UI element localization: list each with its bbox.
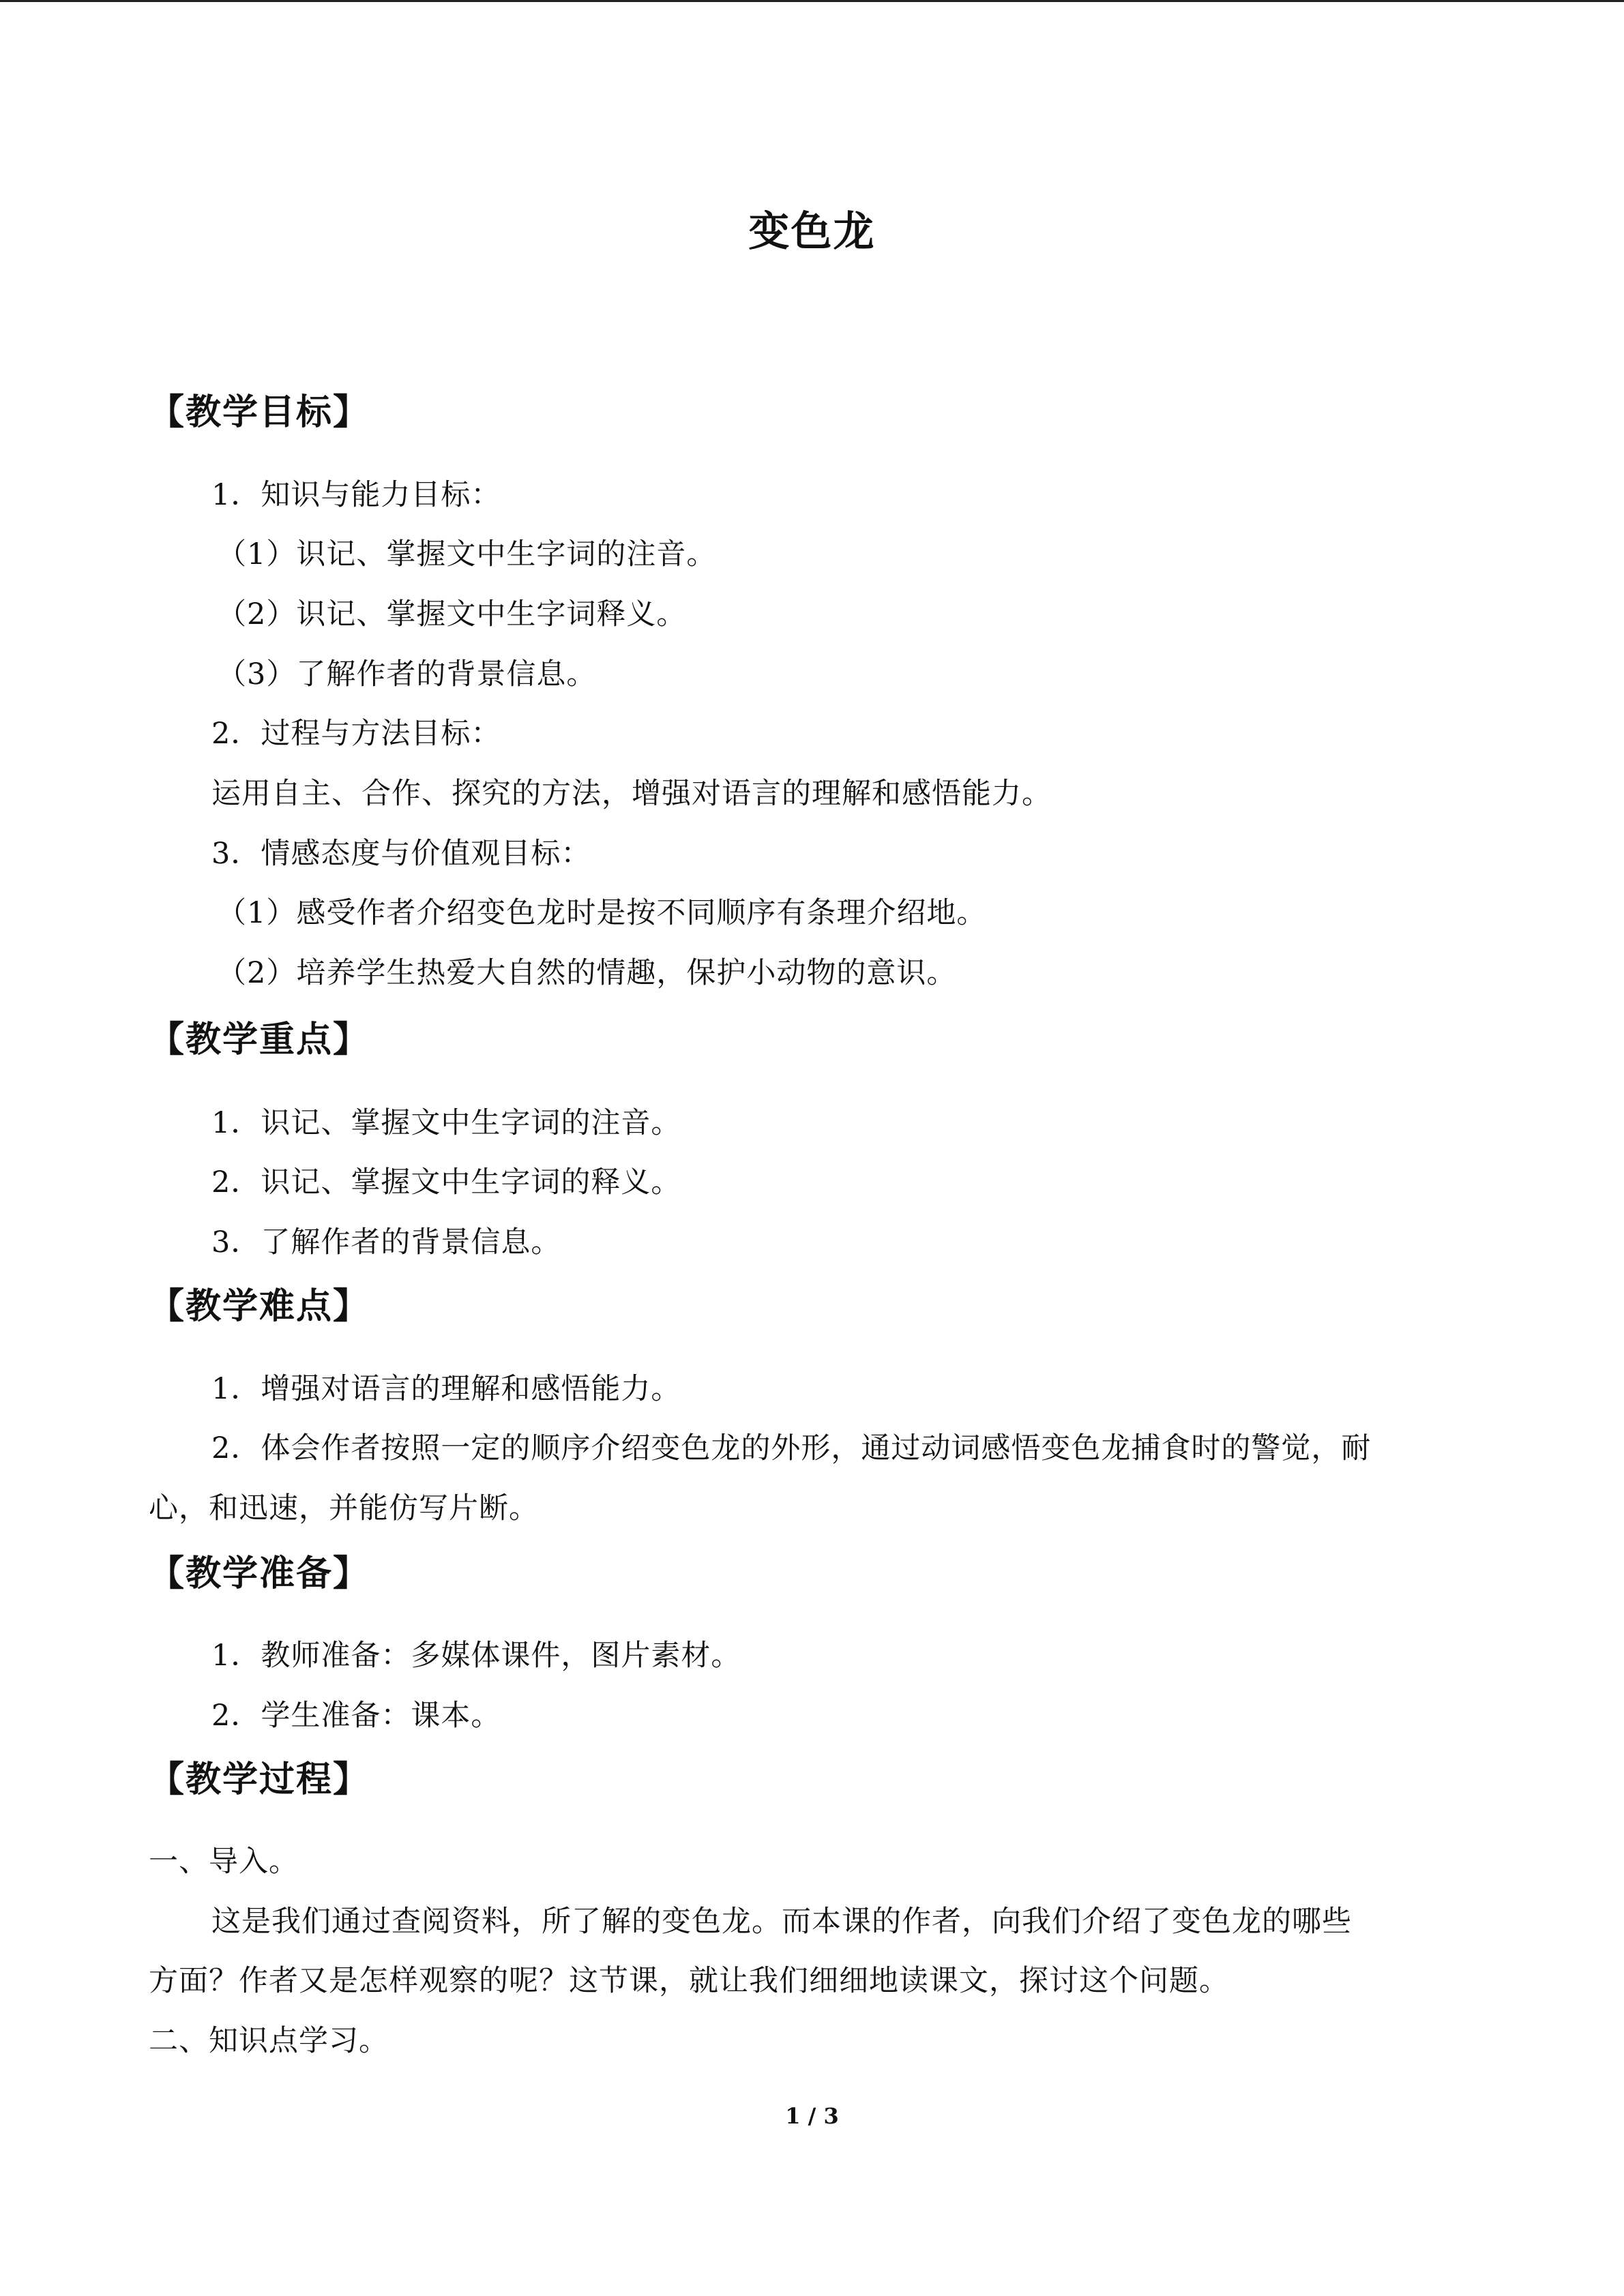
heading-preparation: 【教学准备】: [149, 1553, 370, 1594]
document-title: 变色龙: [748, 208, 876, 256]
goal-line: （1）感受作者介绍变色龙时是按不同顺序有条理介绍地。: [217, 896, 987, 930]
page-number: 1 / 3: [785, 2103, 839, 2129]
preparation-line: 2．学生准备：课本。: [211, 1699, 501, 1733]
goal-line: 3．情感态度与价值观目标：: [211, 837, 591, 871]
heading-process: 【教学过程】: [149, 1759, 370, 1800]
goal-line: 1．知识与能力目标：: [211, 478, 501, 512]
difficulty-line: 2．体会作者按照一定的顺序介绍变色龙的外形，通过动词感悟变色龙捕食时的警觉，耐: [211, 1431, 1372, 1465]
goal-line: （2）识记、掌握文中生字词释义。: [217, 597, 687, 631]
heading-difficulties: 【教学难点】: [149, 1285, 370, 1327]
goal-line: 运用自主、合作、探究的方法，增强对语言的理解和感悟能力。: [211, 777, 1052, 811]
process-line: 二、知识点学习。: [149, 2024, 389, 2058]
goal-line: （1）识记、掌握文中生字词的注音。: [217, 537, 717, 571]
top-border-rule: [0, 0, 1624, 2]
process-line: 一、导入。: [149, 1845, 299, 1879]
difficulty-line: 心，和迅速，并能仿写片断。: [149, 1491, 539, 1525]
difficulty-line: 1．增强对语言的理解和感悟能力。: [211, 1372, 681, 1406]
preparation-line: 1．教师准备：多媒体课件，图片素材。: [211, 1639, 741, 1673]
process-line: 这是我们通过查阅资料，所了解的变色龙。而本课的作者，向我们介绍了变色龙的哪些: [211, 1905, 1352, 1939]
goal-line: （3）了解作者的背景信息。: [217, 657, 597, 691]
key-point-line: 3．了解作者的背景信息。: [211, 1225, 561, 1259]
key-point-line: 2．识记、掌握文中生字词的释义。: [211, 1165, 681, 1199]
key-point-line: 1．识记、掌握文中生字词的注音。: [211, 1106, 681, 1140]
heading-teaching-goals: 【教学目标】: [149, 391, 370, 433]
process-line: 方面？作者又是怎样观察的呢？这节课，就让我们细细地读课文，探讨这个问题。: [149, 1964, 1229, 1998]
heading-key-points: 【教学重点】: [149, 1019, 370, 1060]
goal-line: （2）培养学生热爱大自然的情趣，保护小动物的意识。: [217, 956, 957, 990]
goal-line: 2．过程与方法目标：: [211, 717, 501, 751]
